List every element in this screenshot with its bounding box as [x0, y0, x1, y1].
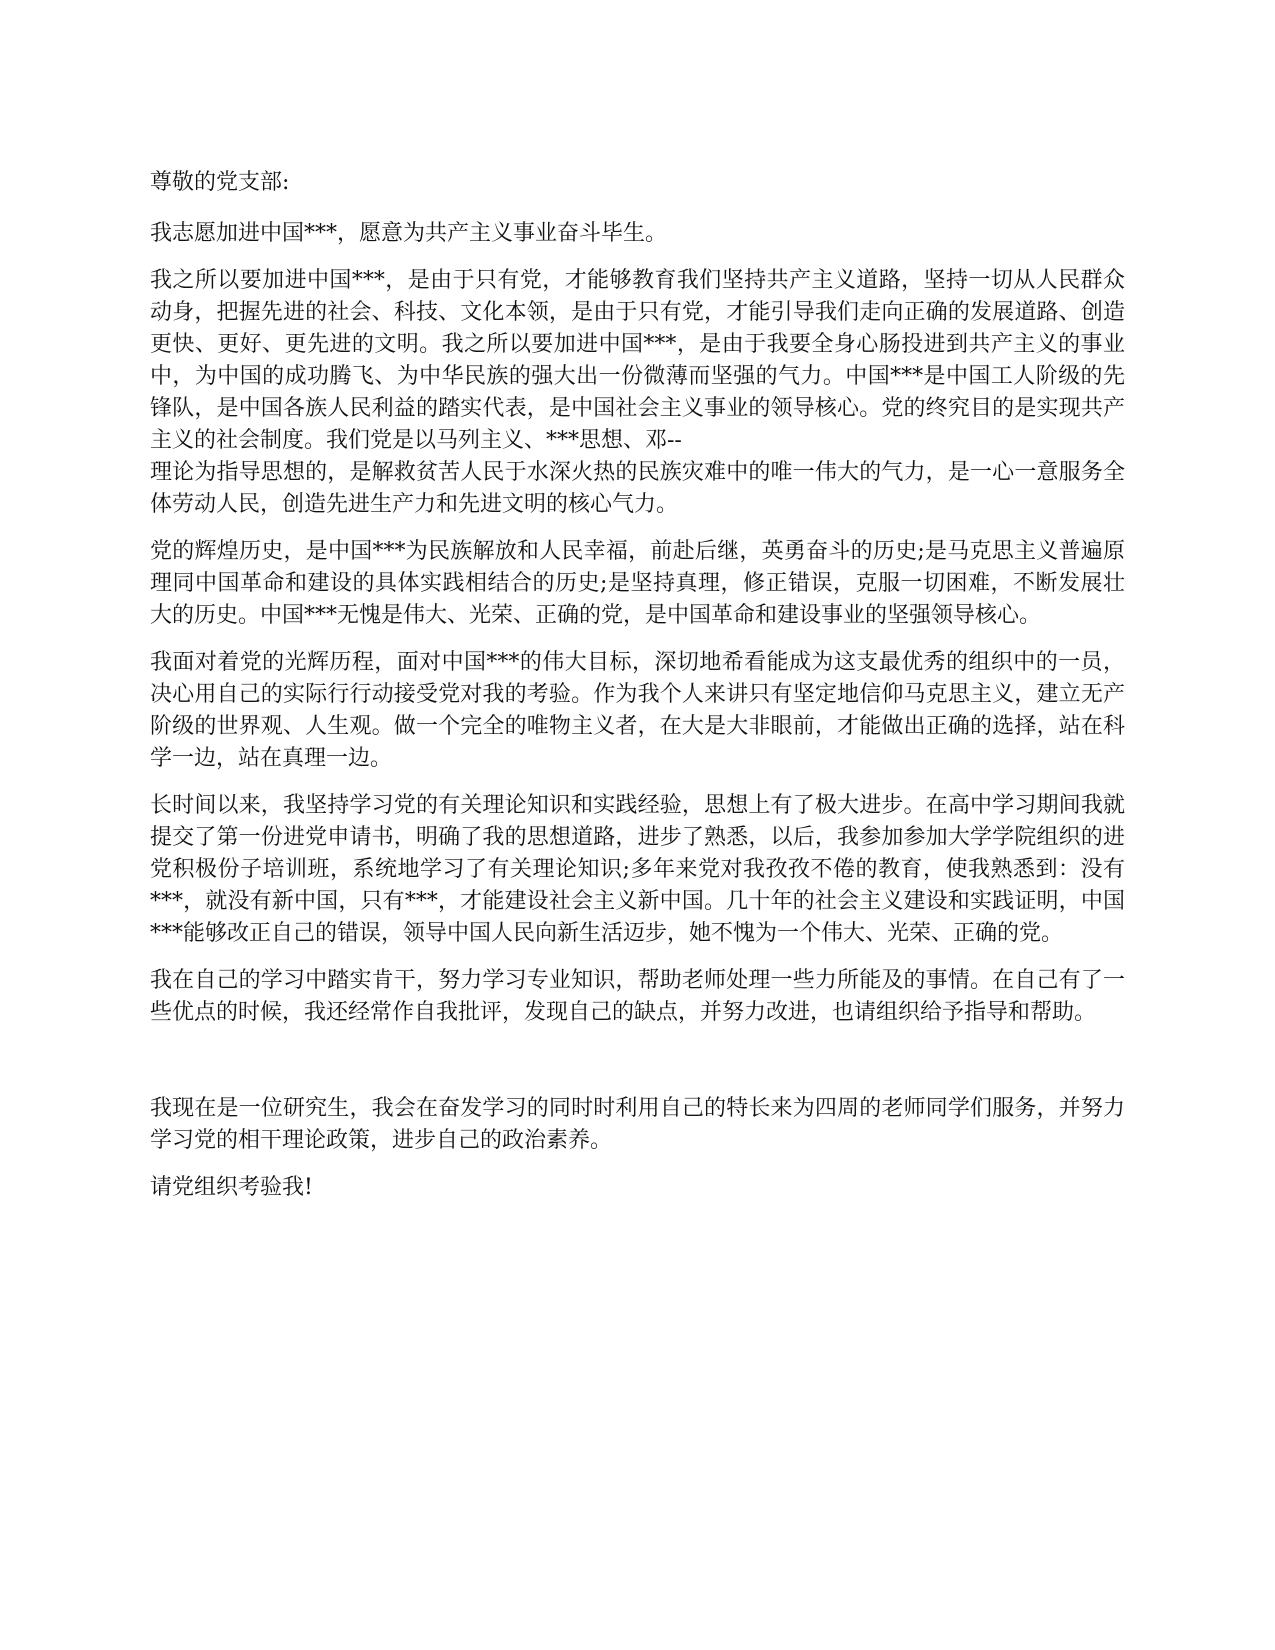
paragraph-study-experience: 长时间以来，我坚持学习党的有关理论知识和实践经验，思想上有了极大进步。在高中学习期间我就提交了第一份进党申请书，明确了我的思想道路，进步了熟悉，以后，我参加参加大学学院组织的进党积极份子培训班，系统地学习了有关理论知识;多年来党对我孜孜不倦的教育，使我熟悉到：没有***，就没有新中国，只有***，才能建设社会主义新中国。几十年的社会主义建设和实践证明，中国***能够改正自己的错误，领导中国人民向新生活迈步，她不愧为一个伟大、光荣、正确的党。	[150, 793, 1125, 946]
paragraph-party-history: 党的辉煌历史，是中国***为民族解放和人民幸福，前赴后继，英勇奋斗的历史;是马克思主义普遍原理同中国革命和建设的具体实践相结合的历史;是坚持真理，修正错误，克服一切困难，不断发展壮大的历史。中国***无愧是伟大、光荣、正确的党，是中国革命和建设事业的坚强领导核心。	[150, 539, 1125, 628]
paragraph-self-assessment: 我在自己的学习中踏实肯干，努力学习专业知识，帮助老师处理一些力所能及的事情。在自己有了一些优点的时候，我还经常作自我批评，发现自己的缺点，并努力改进，也请组织给予指导和帮助。	[150, 968, 1125, 1025]
paragraph-current-status: 我现在是一位研究生，我会在奋发学习的同时时利用自己的特长来为四周的老师同学们服务，并努力学习党的相干理论政策，进步自己的政治素养。	[150, 1096, 1125, 1153]
closing-line: 请党组织考验我!	[150, 1175, 313, 1200]
application-letter	[150, 167, 1125, 1219]
paragraph-commitment: 我面对着党的光辉历程，面对中国***的伟大目标，深切地希看能成为这支最优秀的组织中的一员，决心用自己的实际行行动接受党对我的考验。作为我个人来讲只有坚定地信仰马克思主义，建立无产阶级的世界观、人生观。做一个完全的唯物主义者，在大是大非眼前，才能做出正确的选择，站在科学一边，站在真理一边。	[150, 650, 1125, 771]
paragraph-pledge: 我志愿加进中国***，愿意为共产主义事业奋斗毕生。	[150, 221, 668, 246]
paragraph-reasons: 我之所以要加进中国***，是由于只有党，才能够教育我们坚持共产主义道路，坚持一切从人民群众动身，把握先进的社会、科技、文化本领，是由于只有党，才能引导我们走向正确的发展道路、创造更快、更好、更先进的文明。我之所以要加进中国***，是由于我要全身心肠投进到共产主义的事业中，为中国的成功腾飞、为中华民族的强大出一份微薄而坚强的气力。中国***是中国工人阶级的先锋队，是中国各族人民利益的踏实代表，是中国社会主义事业的领导核心。党的终究目的是实现共产主义的社会制度。我们党是以马列主义、***思想、邓-- 理论为指导思想的，是解救贫苦人民于水深火热的民族灾难中的唯一伟大的气力，是一心一意服务全体劳动人民，创造先进生产力和先进文明的核心气力。	[150, 268, 1125, 517]
salutation: 尊敬的党支部:	[150, 170, 290, 195]
